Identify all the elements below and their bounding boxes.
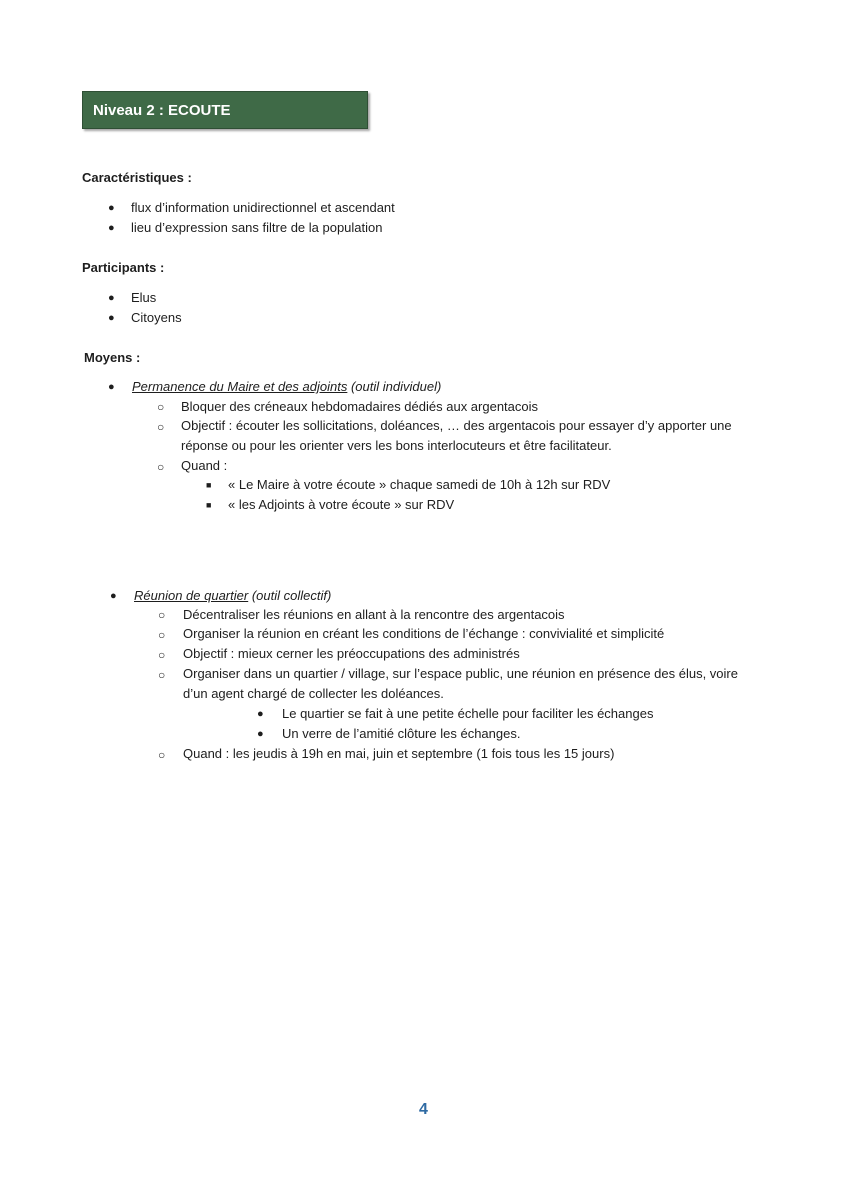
sub-sub-item: Le quartier se fait à une petite échelle pour faciliter les échanges (282, 706, 654, 721)
sub-item-continuation: réponse ou pour les orienter vers les bons interlocuteurs et être facilitateur. (181, 438, 612, 453)
bullet-circle-icon: ○ (157, 420, 165, 434)
bullet-disc-icon: ● (108, 312, 115, 324)
sub-item: Organiser la réunion en créant les conditions de l’échange : convivialité et simplicité (183, 626, 665, 641)
sub-item: Organiser dans un quartier / village, sur l’espace public, une réunion en présence des élus, voire (183, 666, 738, 681)
reunion-note: (outil collectif) (248, 588, 332, 603)
bullet-circle-icon: ○ (158, 748, 166, 762)
sub-item: Décentraliser les réunions en allant à la rencontre des argentacois (183, 607, 565, 622)
permanence-title: Permanence du Maire et des adjoints (132, 379, 348, 394)
bullet-disc-icon: ● (108, 222, 115, 234)
bullet-disc-icon: ● (110, 590, 117, 602)
list-item: flux d’information unidirectionnel et ascendant (131, 200, 395, 215)
sub-item-continuation: d’un agent chargé de collecter les doléances. (183, 686, 444, 701)
list-item: Citoyens (131, 310, 182, 325)
bullet-disc-icon: ● (108, 292, 115, 304)
sub-item: Quand : (181, 458, 228, 473)
list-item: lieu d’expression sans filtre de la population (131, 220, 383, 235)
bullet-circle-icon: ○ (158, 668, 166, 682)
section-title-banner: Niveau 2 : ECOUTE (82, 91, 368, 129)
sub-item: Objectif : écouter les sollicitations, doléances, … des argentacois pour essayer d’y apporter une (181, 418, 732, 433)
sub-sub-item: Un verre de l’amitié clôture les échanges. (282, 726, 521, 741)
participants-heading: Participants : (82, 260, 165, 275)
sub-sub-item: « Le Maire à votre écoute » chaque samedi de 10h à 12h sur RDV (228, 477, 611, 492)
bullet-square-icon: ■ (206, 480, 212, 490)
permanence-note: (outil individuel) (347, 379, 442, 394)
page-number: 4 (419, 1101, 428, 1118)
bullet-disc-icon: ● (108, 202, 115, 214)
sub-sub-item: « les Adjoints à votre écoute » sur RDV (228, 497, 455, 512)
bullet-circle-icon: ○ (158, 648, 166, 662)
reunion-title: Réunion de quartier (134, 588, 249, 603)
list-item: Elus (131, 290, 157, 305)
bullet-disc-icon: ● (257, 708, 264, 720)
sub-item: Bloquer des créneaux hebdomadaires dédiés aux argentacois (181, 399, 539, 414)
bullet-square-icon: ■ (206, 500, 212, 510)
bullet-circle-icon: ○ (157, 460, 165, 474)
bullet-disc-icon: ● (257, 728, 264, 740)
sub-item: Objectif : mieux cerner les préoccupations des administrés (183, 646, 520, 661)
bullet-circle-icon: ○ (158, 608, 166, 622)
caracteristiques-heading: Caractéristiques : (82, 170, 192, 185)
bullet-disc-icon: ● (108, 381, 115, 393)
bullet-circle-icon: ○ (157, 400, 165, 414)
reunion-title-line (134, 588, 331, 603)
sub-item: Quand : les jeudis à 19h en mai, juin et septembre (1 fois tous les 15 jours) (183, 746, 615, 761)
permanence-title-line (132, 379, 441, 394)
moyens-heading: Moyens : (84, 350, 141, 365)
bullet-circle-icon: ○ (158, 628, 166, 642)
